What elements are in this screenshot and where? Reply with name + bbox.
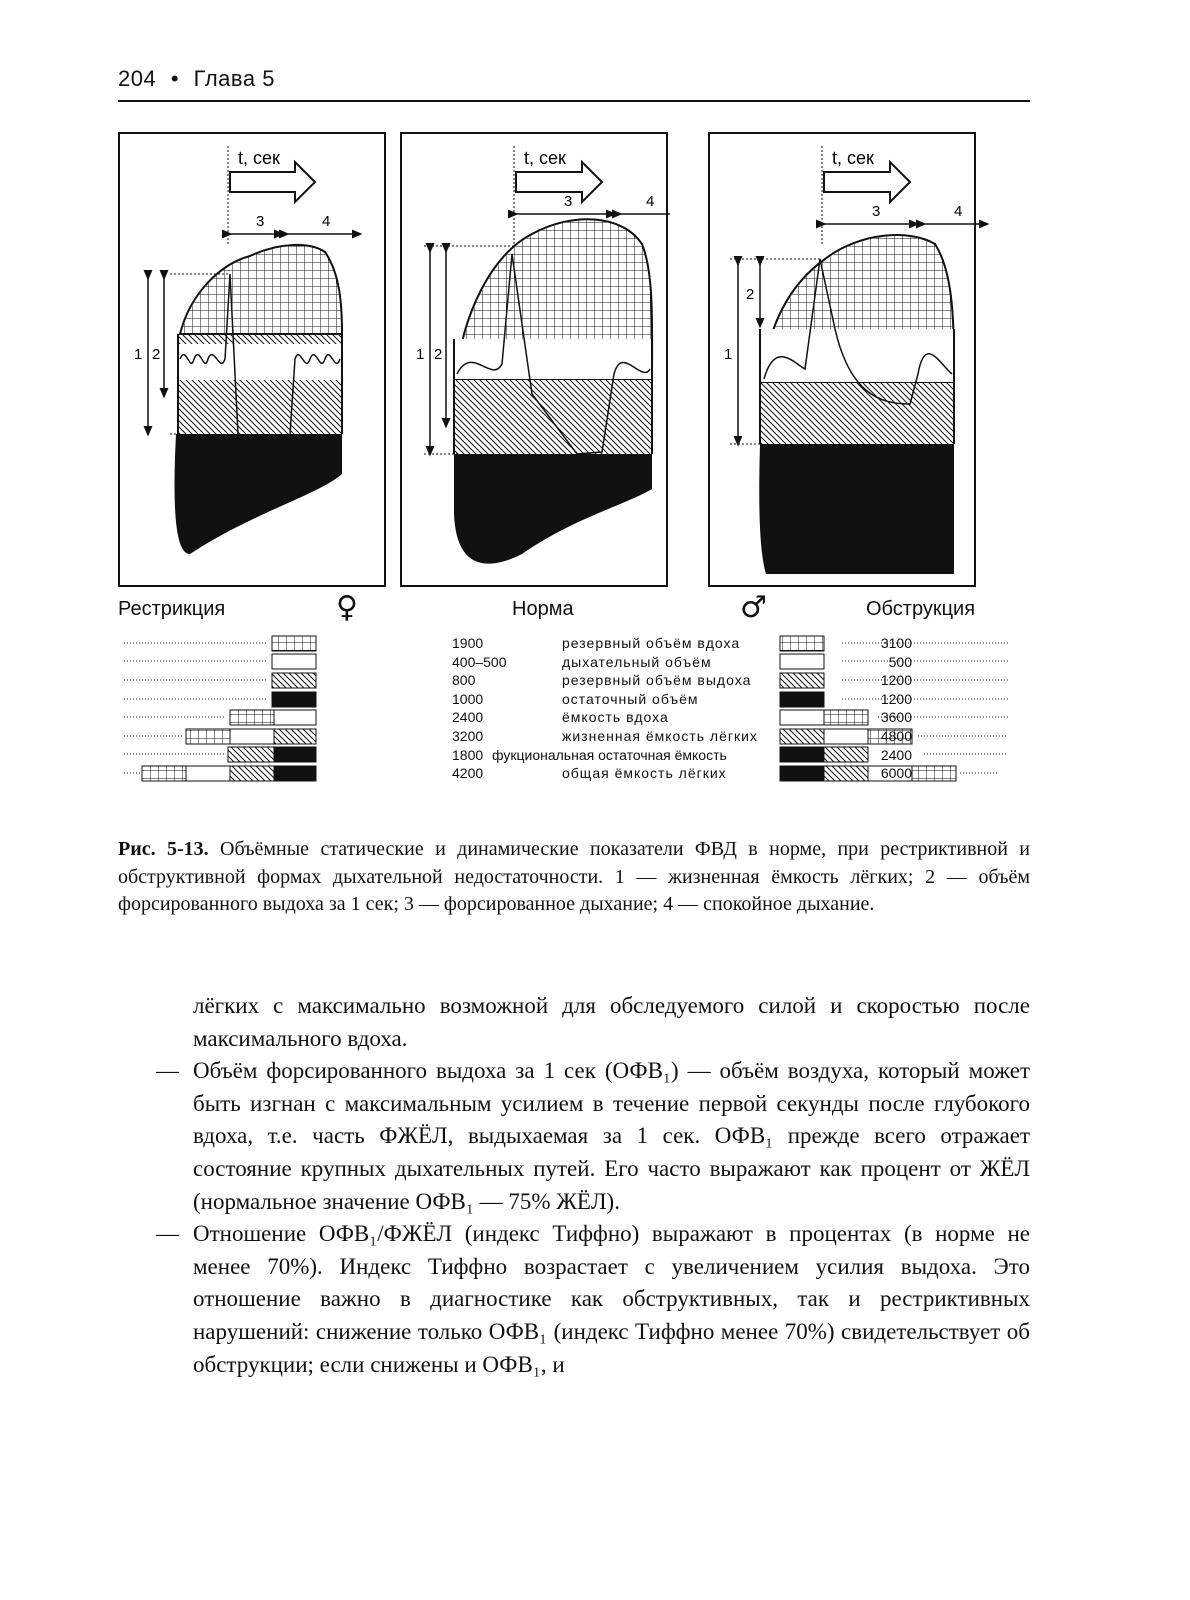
- legend-row: [118, 708, 1018, 727]
- female-symbol-icon: ♀: [336, 590, 358, 625]
- t-label: t, сек: [832, 148, 874, 168]
- dash: —: [156, 1058, 179, 1084]
- header-bullet: •: [170, 66, 180, 91]
- legend-name: резервный объём вдоха: [562, 635, 741, 651]
- legend-left-value: 1900: [452, 635, 484, 651]
- time-arrow-icon: [230, 162, 315, 202]
- legend-name: общая ёмкость лёгких: [562, 765, 727, 782]
- legend-right-value: 3600: [880, 709, 912, 726]
- label-restriction: Рестрикция: [118, 598, 226, 620]
- body-text: [118, 990, 1030, 1381]
- t-label: t, сек: [238, 148, 280, 168]
- legend-left-value: 4200: [452, 765, 484, 782]
- label-4: 4: [646, 193, 655, 210]
- label-4: 4: [322, 213, 331, 230]
- legend-right-value: 1200: [880, 672, 912, 689]
- label-norm: Норма: [512, 598, 574, 620]
- label-3: 3: [256, 213, 265, 230]
- legend-left-value: 400–500: [452, 653, 507, 670]
- list-item: [118, 1055, 1030, 1218]
- label-3: 3: [564, 193, 573, 210]
- restriction-diagram: [120, 134, 388, 589]
- legend-right-value: 500: [888, 653, 912, 670]
- legend-left-value: 1000: [452, 690, 484, 707]
- label-2: 2: [152, 346, 161, 363]
- page-number: 204: [118, 66, 157, 91]
- legend-row: [118, 764, 1018, 783]
- legend-row: [118, 746, 1018, 765]
- label-1: 1: [416, 346, 425, 363]
- list-item-text: Отношение ОФВ₁/ФЖЁЛ (индекс Тиффно) выражают в процентах (в норме не менее 70%). Индекс Тиффно возрастает с увеличением усилия выдоха. Это отношение важно в диагностике как обструктивных, так и рестриктивных нарушений: снижение только ОФВ₁ (индекс Тиффно менее 70%) свидетельствует об обструкции; если снижены и ОФВ₁, и: [193, 1221, 1030, 1377]
- legend-left-value: 2400: [452, 709, 484, 726]
- panel-obstruction: [708, 132, 976, 587]
- legend-name: ёмкость вдоха: [562, 709, 669, 726]
- label-3: 3: [872, 203, 881, 220]
- list-item: [118, 1218, 1030, 1381]
- label-2: 2: [434, 346, 443, 363]
- header-rule: [118, 100, 1030, 102]
- t-label: t, сек: [524, 148, 566, 168]
- label-obstruction: Обструкция: [866, 598, 976, 620]
- legend-right-value: 2400: [880, 746, 912, 763]
- legend-left-value: 3200: [452, 727, 484, 744]
- label-1: 1: [724, 346, 733, 363]
- legend-right-value: 6000: [880, 765, 912, 782]
- time-arrow-icon: [824, 162, 910, 202]
- obstruction-diagram: [710, 134, 1000, 589]
- legend-row: [118, 690, 1018, 709]
- dash: —: [156, 1221, 179, 1247]
- caption-label: Рис. 5-13.: [118, 838, 209, 860]
- legend-table: [118, 634, 1018, 783]
- label-2: 2: [746, 286, 755, 303]
- page-header: [118, 66, 275, 92]
- time-arrow-icon: [516, 162, 602, 202]
- legend-name: резервный объём выдоха: [562, 672, 752, 689]
- legend-right-value: 1200: [880, 690, 912, 707]
- legend-name: жизненная ёмкость лёгких: [562, 727, 758, 744]
- legend-name: фукциональная остаточная ёмкость: [492, 746, 727, 763]
- legend-row: [118, 671, 1018, 690]
- legend-left-value: 1800: [452, 746, 484, 763]
- legend-name: остаточный объём: [562, 690, 699, 707]
- panel-norm: [400, 132, 668, 587]
- legend-row: [118, 653, 1018, 672]
- figure-caption: [118, 836, 1030, 919]
- legend-row: [118, 634, 1018, 653]
- legend-name: дыхательный объём: [562, 653, 712, 670]
- male-symbol-icon: ♂: [740, 590, 767, 625]
- list-item-text: Объём форсированного выдоха за 1 сек (ОФВ₁) — объём воздуха, который может быть изгнан с максимальным усилием в течение первой секунды после глубокого вдоха, т.е. часть ФЖЁЛ, выдыхаемая за 1 сек. ОФВ₁ прежде всего отражает состояние крупных дыхательных путей. Его часто выражают как процент от ЖЁЛ (нормальное значение ОФВ₁ — 75% ЖЁЛ).: [193, 1058, 1030, 1214]
- legend-row: [118, 727, 1018, 746]
- caption-text: Объёмные статические и динамические показатели ФВД в норме, при рестриктивной и обструктивной формах дыхательной недостаточности. 1 — жизненная ёмкость лёгких; 2 — объём форсированного выдоха за 1 сек; 3 — форсированное дыхание; 4 — спокойное дыхание.: [118, 838, 1030, 915]
- legend-right-value: 4800: [880, 727, 912, 744]
- label-4: 4: [954, 203, 963, 220]
- norm-diagram: [402, 134, 670, 589]
- label-1: 1: [134, 346, 143, 363]
- panel-restriction: [118, 132, 386, 587]
- paragraph: лёгких с максимально возможной для обследуемого силой и скоростью после максимального вдоха.: [193, 993, 1030, 1051]
- chapter-title: Глава 5: [193, 66, 275, 91]
- legend-right-value: 3100: [880, 635, 912, 651]
- legend-left-value: 800: [452, 672, 476, 689]
